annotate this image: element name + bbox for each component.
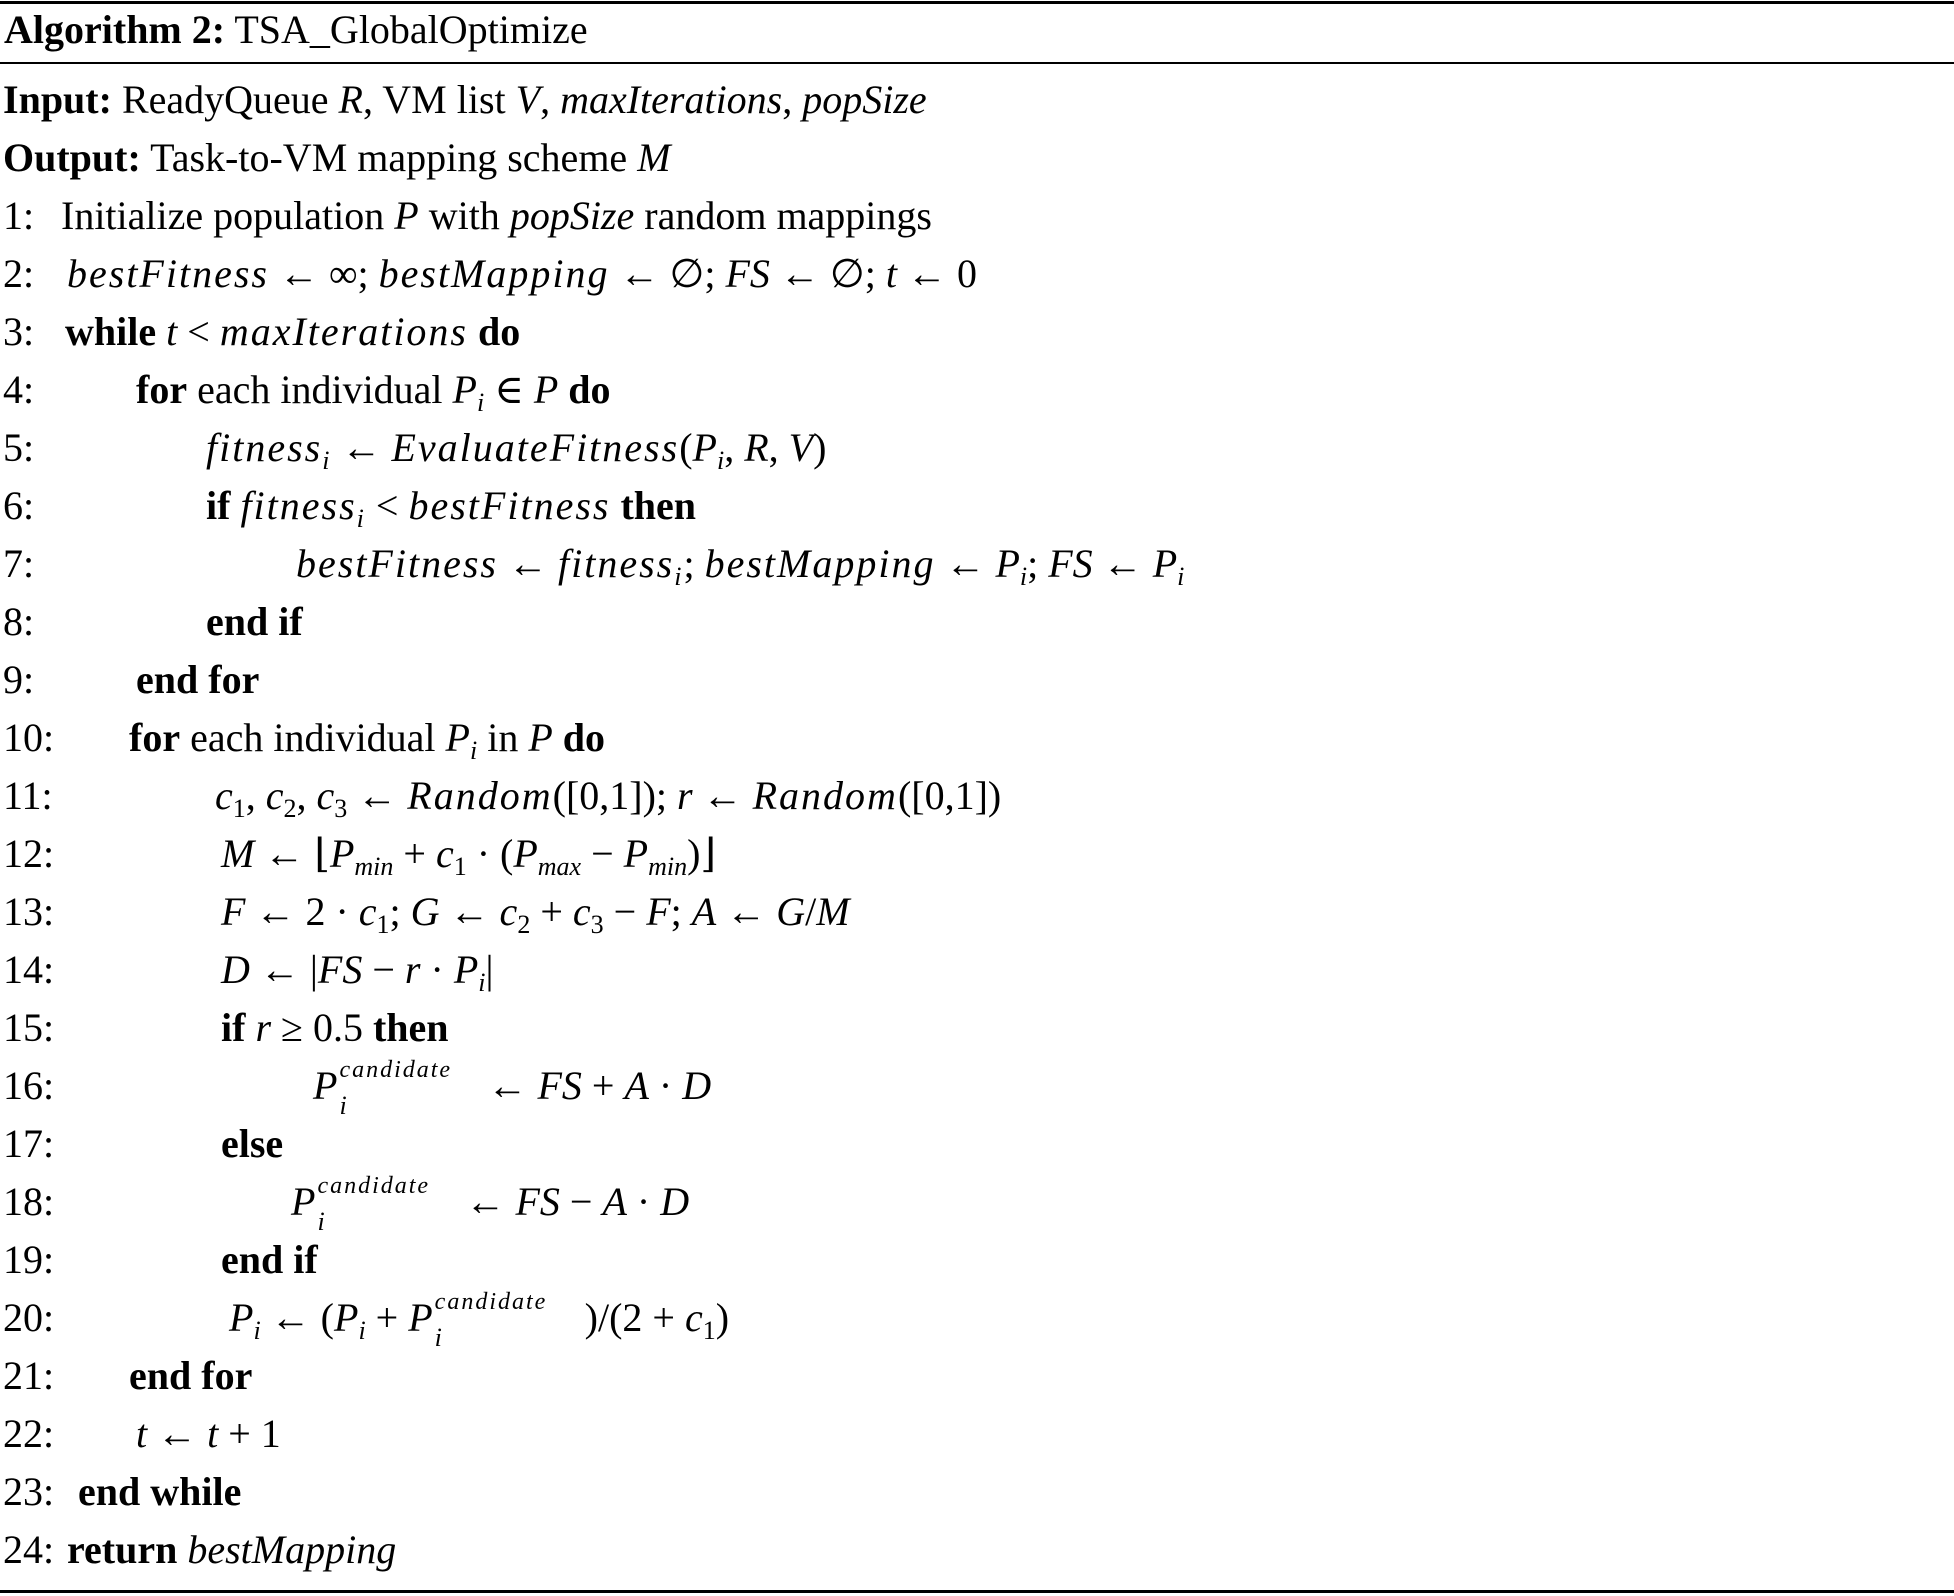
algo-line [3,1289,730,1352]
line-statement: while t < maxIterations do [65,309,521,354]
algo-line [3,1347,253,1405]
line-number: 18: [3,1179,55,1224]
line-statement: if fitness$_i$ < bestFitness then [206,483,697,533]
caption-name: TSA_GlobalOptimize [234,7,588,52]
line-number: 16: [3,1063,55,1108]
bottom-rule [0,1590,1954,1593]
line-statement: end if [206,599,303,644]
line-statement: F ← $2 \cdot c_1$; G ← $c_2 + c_3 - F$; A ← G/M [221,889,850,939]
line-statement: else [221,1121,284,1166]
input-line: Input: ReadyQueue R, VM list V, maxIterations, popSize [3,77,927,122]
line-statement: end for [129,1353,253,1398]
line-number: 17: [3,1121,55,1166]
line-statement: $P_i$ ← ($P_i + P$ candidate i )$/(2 + c_1)$ [229,1289,730,1352]
line-statement: return bestMapping [67,1527,397,1572]
line-statement: Initialize population P with popSize random mappings [61,193,932,238]
algo-line [3,1231,318,1289]
line-number: 1: [3,193,35,238]
output-label: Output: [3,135,141,180]
line-statement: for each individual $P_i$ in P do [129,715,606,765]
line-number: 15: [3,1005,55,1050]
algorithm-caption [4,4,588,56]
line-number: 10: [3,715,55,760]
algo-line [3,1405,281,1463]
algo-line [3,1521,397,1579]
line-number: 9: [3,657,35,702]
algo-line [3,1463,242,1521]
line-number: 4: [3,367,35,412]
algo-line [3,999,449,1057]
line-number: 2: [3,251,35,296]
line-statement: M ← $⌊P_{min} + c_1 \cdot (P_{max}$ − $P_{min})⌋$ [221,831,717,881]
algo-line [3,187,932,245]
output-line: Output: Task-to-VM mapping scheme M [3,135,671,180]
algo-line [3,1057,712,1120]
line-statement: $c_1$, $c_2$, $c_3$ ← Random([0,1]); r ← Random([0,1]) [215,773,1002,823]
line-number: 3: [3,309,35,354]
algo-line [3,767,1002,825]
line-number: 23: [3,1469,55,1514]
line-statement: bestFitness ← ∞; bestMapping ← ∅; FS ← ∅; t ← 0 [67,251,977,296]
line-statement: if r ≥ 0.5 then [221,1005,449,1050]
algo-line [3,709,606,767]
line-number: 13: [3,889,55,934]
algo-line [3,825,717,883]
algo-line [3,535,1185,593]
line-statement: end if [221,1237,318,1282]
line-statement: D ← $|FS - r \cdot P_i|$ [221,947,494,997]
line-number: 20: [3,1295,55,1340]
algo-line [3,651,260,709]
line-number: 7: [3,541,35,586]
algo-line [3,593,303,651]
algo-line [3,941,494,999]
line-statement: P candidate i ← FS − A · D [291,1173,690,1236]
line-number: 8: [3,599,35,644]
line-statement: t ← t + 1 [136,1411,281,1456]
line-statement: bestFitness ← fitness$_i$; bestMapping ← $P_i$; FS ← $P_i$ [296,541,1185,591]
algo-line [3,1115,284,1173]
line-statement: P candidate i ← FS + A · D [313,1057,712,1120]
line-statement: for each individual $P_i$ ∈ P do [136,367,611,417]
algo-line [3,361,611,419]
line-statement: fitness$_i$ ← $EvaluateFitness(P_i$, R, V) [206,425,827,475]
algo-line [3,1173,690,1236]
algo-line [3,419,827,477]
line-number: 24: [3,1527,55,1572]
line-number: 14: [3,947,55,992]
input-label: Input: [3,77,112,122]
line-statement: end for [136,657,260,702]
line-number: 5: [3,425,35,470]
line-number: 21: [3,1353,55,1398]
line-number: 6: [3,483,35,528]
caption-rule [0,62,1954,64]
line-statement: end while [78,1469,242,1514]
line-number: 19: [3,1237,55,1282]
algo-line [3,477,697,535]
line-number: 12: [3,831,55,876]
line-number: 11: [3,773,53,818]
algo-line [3,883,850,941]
line-number: 22: [3,1411,55,1456]
algo-line [3,245,977,303]
algo-line [3,303,521,361]
caption-label: Algorithm 2: [4,7,226,52]
